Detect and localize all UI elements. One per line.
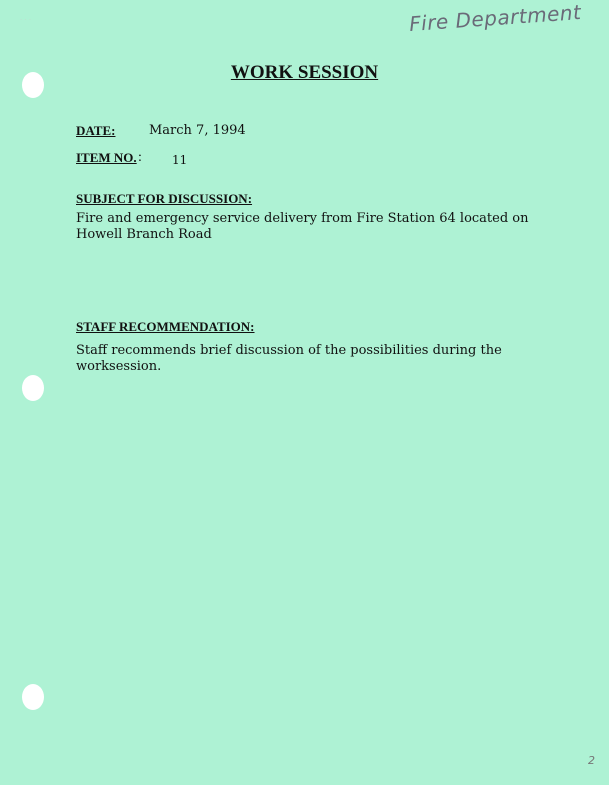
binder-hole-bottom — [22, 684, 44, 710]
item-number-label: ITEM NO. — [76, 150, 137, 165]
subject-heading: SUBJECT FOR DISCUSSION: — [76, 191, 253, 206]
item-number-colon: : — [138, 150, 142, 165]
binder-hole-middle — [22, 375, 44, 401]
page-number: 2 — [588, 754, 595, 767]
handwritten-annotation: Fire Department — [407, 0, 582, 36]
subject-text: Fire and emergency service delivery from Fire Station 64 located on Howell Branch Road — [76, 211, 529, 242]
item-number-value: 11 — [172, 153, 188, 167]
scan-smudge: · · · — [20, 16, 32, 24]
recommendation-heading: STAFF RECOMMENDATION: — [76, 319, 255, 334]
date-value: March 7, 1994 — [149, 123, 246, 138]
recommendation-text: Staff recommends brief discussion of the possibilities during the worksession. — [76, 343, 502, 374]
page-title: WORK SESSION — [230, 62, 379, 83]
date-label: DATE: — [76, 123, 116, 138]
